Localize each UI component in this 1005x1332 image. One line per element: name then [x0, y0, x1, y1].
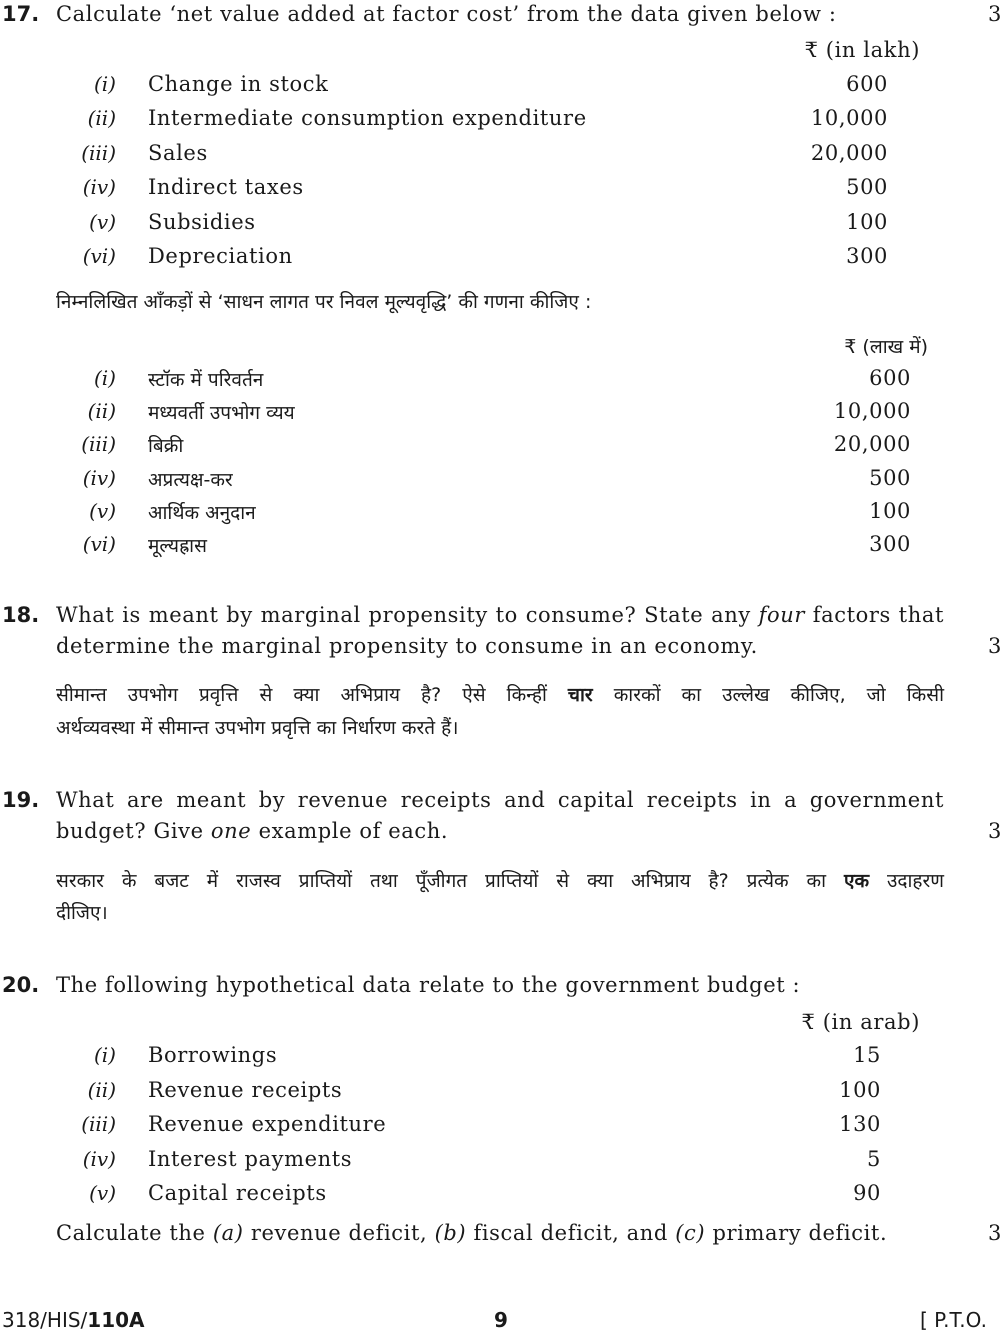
item-label: Sales: [148, 140, 208, 165]
question-marks: 3: [988, 634, 1002, 658]
item-label: Revenue receipts: [148, 1077, 343, 1102]
unit-label-hindi: ₹ (लाख में): [844, 336, 928, 358]
item-number: (i): [93, 366, 116, 390]
item-number: (ii): [87, 106, 116, 131]
item-label: Intermediate consumption expenditure: [148, 106, 587, 131]
item-value: 500: [846, 175, 888, 200]
paper-code: 318/HIS/110A: [2, 1308, 145, 1332]
question-number: 19.: [2, 788, 40, 812]
question-text-hindi-line: सीमान्त उपभोग प्रवृत्ति से क्या अभिप्राय है? ऐसे किन्हीं चार कारकों का उल्लेख कीजिए, जो किसी: [56, 684, 944, 706]
item-label: बिक्री: [148, 435, 184, 458]
item-number: (i): [93, 1043, 116, 1067]
item-label: स्टॉक में परिवर्तन: [148, 369, 264, 391]
item-value: 20,000: [833, 432, 911, 457]
item-label: Subsidies: [148, 209, 256, 234]
item-number: (v): [89, 209, 116, 234]
item-value: 5: [867, 1146, 881, 1171]
item-number: (iii): [81, 432, 116, 457]
item-label: Capital receipts: [148, 1181, 327, 1205]
question-number: 17.: [2, 2, 40, 26]
question-text-hindi-line: सरकार के बजट में राजस्व प्राप्तियों तथा पूँजीगत प्राप्तियों से क्या अभिप्राय है? प्रत्येक का एक उदाहरण: [56, 870, 944, 892]
question-number: 18.: [2, 603, 40, 627]
item-value: 300: [846, 244, 888, 268]
item-number: (v): [89, 1181, 116, 1205]
question-text-line: What are meant by revenue receipts and capital receipts in a government: [56, 788, 944, 812]
item-number: (iii): [81, 1112, 116, 1136]
question-text-line: What is meant by marginal propensity to consume? State any four factors that: [56, 603, 944, 627]
item-value: 130: [839, 1112, 881, 1136]
item-number: (iv): [82, 465, 116, 490]
unit-label: ₹ (in lakh): [804, 38, 920, 62]
item-label: Indirect taxes: [148, 175, 304, 200]
item-value: 100: [869, 498, 911, 523]
item-number: (iv): [82, 175, 116, 200]
item-value: 600: [846, 72, 888, 96]
question-text: The following hypothetical data relate to the government budget :: [56, 973, 801, 997]
item-label: Change in stock: [148, 72, 329, 96]
item-label: अप्रत्यक्ष-कर: [148, 468, 233, 491]
question-marks: 3: [988, 1221, 1002, 1245]
item-value: 500: [869, 465, 911, 490]
item-label: आर्थिक अनुदान: [148, 501, 256, 524]
calculation-instruction: Calculate the (a) revenue deficit, (b) fiscal deficit, and (c) primary deficit.: [56, 1221, 888, 1245]
pto-note: [ P.T.O.: [920, 1308, 987, 1332]
item-value: 300: [869, 532, 911, 556]
question-text-hindi-line: दीजिए।: [56, 902, 108, 924]
item-label: Revenue expenditure: [148, 1112, 387, 1136]
item-value: 100: [846, 209, 888, 234]
item-number: (iii): [81, 140, 116, 165]
item-number: (ii): [87, 399, 116, 424]
question-text-hindi: निम्नलिखित आँकड़ों से ‘साधन लागत पर निवल मूल्यवृद्धि’ की गणना कीजिए :: [56, 291, 592, 313]
item-number: (i): [93, 72, 116, 96]
question-text-line: budget? Give one example of each.: [56, 819, 449, 843]
item-number: (vi): [82, 532, 116, 556]
item-label: Interest payments: [148, 1146, 353, 1171]
item-value: 100: [839, 1077, 881, 1102]
item-value: 90: [853, 1181, 881, 1205]
item-number: (iv): [82, 1146, 116, 1171]
item-label: Depreciation: [148, 244, 293, 268]
question-marks: 3: [988, 2, 1002, 26]
item-label: Borrowings: [148, 1043, 278, 1067]
item-value: 10,000: [810, 106, 888, 131]
item-value: 10,000: [833, 399, 911, 424]
page-number: 9: [494, 1308, 508, 1332]
item-number: (v): [89, 498, 116, 523]
item-number: (vi): [82, 244, 116, 268]
item-value: 600: [869, 366, 911, 390]
item-value: 20,000: [810, 140, 888, 165]
question-text: Calculate ‘net value added at factor cost’ from the data given below :: [56, 2, 837, 26]
item-label: मूल्यह्रास: [148, 535, 207, 557]
item-value: 15: [853, 1043, 881, 1067]
item-label: मध्यवर्ती उपभोग व्यय: [148, 402, 295, 425]
question-number: 20.: [2, 973, 40, 997]
question-text-hindi-line: अर्थव्यवस्था में सीमान्त उपभोग प्रवृत्ति का निर्धारण करते हैं।: [56, 717, 459, 739]
question-text-line: determine the marginal propensity to consume in an economy.: [56, 634, 758, 658]
unit-label: ₹ (in arab): [801, 1010, 920, 1034]
question-marks: 3: [988, 819, 1002, 843]
item-number: (ii): [87, 1077, 116, 1102]
